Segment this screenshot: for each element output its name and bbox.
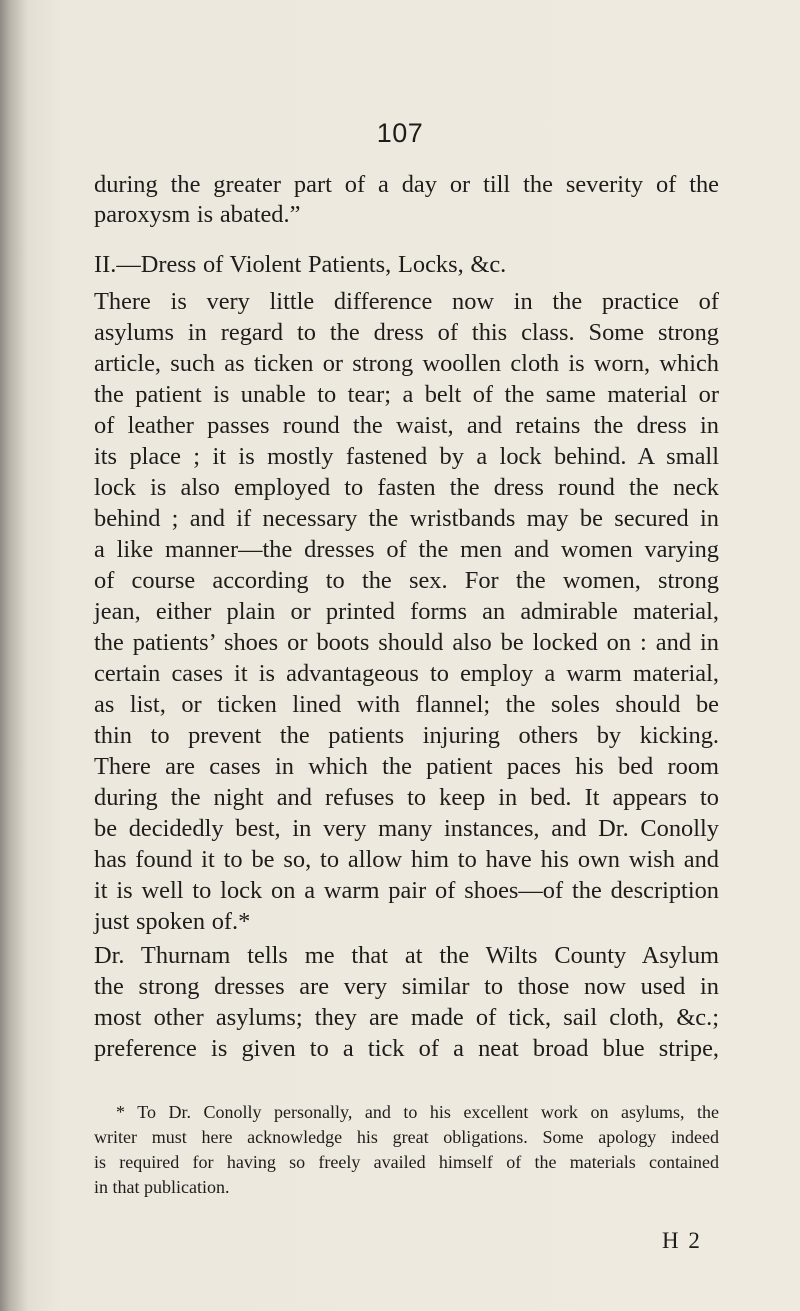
text-line: There is very little difference now in the practice of [94, 288, 719, 315]
text-line: it is well to lock on a warm pair of shoes—of the description [94, 877, 719, 904]
text-line: its place ; it is mostly fastened by a lock behind. A small [94, 443, 719, 470]
text-line: has found it to be so, to allow him to have his own wish and [94, 846, 719, 873]
footnote-line: * To Dr. Conolly personally, and to his excellent work on asylums, the [116, 1102, 719, 1122]
page-number: 107 [376, 118, 424, 148]
text-line: most other asylums; they are made of tick, sail cloth, &c.; [94, 1004, 719, 1031]
text-line: paroxysm is abated.” [94, 201, 301, 228]
text-line: thin to prevent the patients injuring others by kicking. [94, 722, 719, 749]
text-line: the patient is unable to tear; a belt of the same material or [94, 381, 719, 408]
text-line: the patients’ shoes or boots should also be locked on : and in [94, 629, 719, 656]
text-line: Dr. Thurnam tells me that at the Wilts County Asylum [94, 942, 719, 969]
text-line: a like manner—the dresses of the men and women varying [94, 536, 719, 563]
text-line: just spoken of.* [94, 908, 251, 935]
text-line: preference is given to a tick of a neat broad blue stripe, [94, 1035, 719, 1062]
text-line: asylums in regard to the dress of this class. Some strong [94, 319, 719, 346]
text-line: during the greater part of a day or till the severity of the [94, 171, 719, 198]
text-line: certain cases it is advantageous to employ a warm material, [94, 660, 719, 687]
text-line: be decidedly best, in very many instances, and Dr. Conolly [94, 815, 719, 842]
footnote-line: writer must here acknowledge his great obligations. Some apology indeed [94, 1127, 719, 1147]
footnote-line: in that publication. [94, 1177, 230, 1197]
text-line: the strong dresses are very similar to those now used in [94, 973, 719, 1000]
text-line: of leather passes round the waist, and retains the dress in [94, 412, 719, 439]
text-line: There are cases in which the patient paces his bed room [94, 753, 719, 780]
text-line: lock is also employed to fasten the dress round the neck [94, 474, 719, 501]
text-line: article, such as ticken or strong woollen cloth is worn, which [94, 350, 719, 377]
text-line: behind ; and if necessary the wristbands may be secured in [94, 505, 719, 532]
section-heading: II.—Dress of Violent Patients, Locks, &c. [94, 251, 507, 278]
text-line: jean, either plain or printed forms an admirable material, [94, 598, 719, 625]
signature-mark: H 2 [662, 1228, 702, 1253]
text-line: of course according to the sex. For the women, strong [94, 567, 719, 594]
text-line: during the night and refuses to keep in bed. It appears to [94, 784, 719, 811]
text-line: as list, or ticken lined with flannel; the soles should be [94, 691, 719, 718]
footnote-line: is required for having so freely availed himself of the materials contained [94, 1152, 719, 1172]
